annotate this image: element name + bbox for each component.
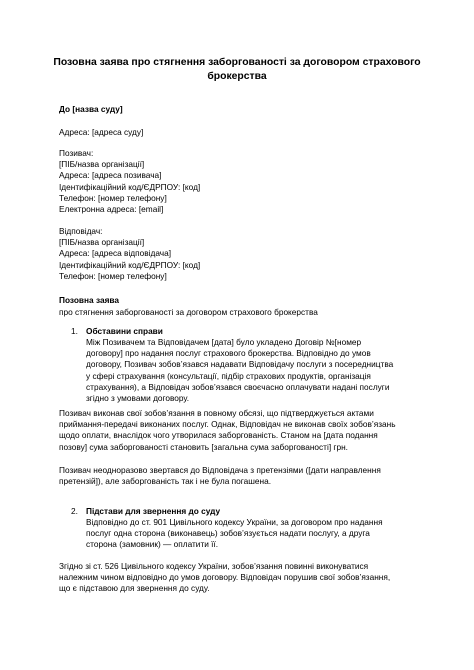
claim-subtitle: про стягнення заборгованості за договором страхового брокерства: [59, 307, 318, 317]
body-line: що є підставою для звернення до суду.: [59, 583, 210, 594]
defendant-heading: Відповідач:: [59, 226, 103, 236]
defendant-line: Адреса: [адреса відповідача]: [59, 248, 171, 259]
plaintiff-line: Адреса: [адреса позивача]: [59, 170, 162, 181]
body-line: приймання-передачі виконаних послуг. Однак, Відповідач не виконав своїх зобов’язань: [59, 419, 396, 430]
body-line: Згідно зі ст. 526 Цивільного кодексу України, зобов’язання повинні виконуватися: [59, 561, 369, 571]
body-line: сторона (замовник) — оплатити її.: [86, 539, 219, 550]
plaintiff-heading: Позивач:: [59, 148, 94, 158]
body-line: згідно з умовами договору.: [86, 393, 190, 404]
claim-heading: Позовна заява: [59, 295, 120, 305]
section-body: [86, 517, 431, 551]
body-line: щодо оплати, внаслідок чого утворилася заборгованість. Станом на [дата подання: [59, 430, 378, 441]
court-address: Адреса: [адреса суду]: [59, 127, 144, 137]
paragraph: [59, 465, 429, 487]
plaintiff-line: Телефон: [номер телефону]: [59, 192, 167, 203]
section-number: 2.: [71, 506, 78, 516]
title-line: брокерства: [207, 71, 267, 82]
body-line: Між Позивачем та Відповідачем [дата] було укладено Договір №[номер: [86, 337, 362, 347]
court-name: До [назва суду]: [59, 104, 123, 114]
section-number: 1.: [71, 326, 78, 336]
plaintiff-line: [ПІБ/назва організації]: [59, 159, 145, 170]
body-line: Позивач неодноразово звертався до Відповідача з претензіями ([дати направлення: [59, 465, 381, 475]
plaintiff-line: Ідентифікаційний код/ЄДРПОУ: [код]: [59, 181, 201, 192]
body-line: у сфері страхування (консультації, підбір страхових продуктів, організація: [86, 370, 371, 381]
body-line: Відповідно до ст. 901 Цивільного кодексу України, за договором про надання: [86, 517, 383, 527]
defendant-line: Телефон: [номер телефону]: [59, 270, 167, 281]
body-line: належним чином відповідно до умов договору. Відповідач порушив свої зобов’язання,: [59, 572, 391, 583]
body-line: послуг одна сторона (виконавець) зобов’язується надати послугу, а друга: [86, 528, 370, 539]
defendant-block: [59, 226, 429, 282]
body-line: Позивач виконав свої зобов’язання в повному обсязі, що підтверджується актами: [59, 408, 374, 418]
paragraph: [59, 408, 429, 453]
defendant-line: Ідентифікаційний код/ЄДРПОУ: [код]: [59, 259, 201, 270]
body-line: претензій]), але заборгованість так і не була погашена.: [59, 476, 272, 487]
document-title: [40, 56, 434, 84]
section-body: [86, 337, 431, 404]
plaintiff-line: Електронна адреса: [email]: [59, 204, 164, 215]
defendant-line: [ПІБ/назва організації]: [59, 237, 145, 248]
body-line: договору] про надання послуг страхового брокерства. Відповідно до умов: [86, 348, 371, 359]
section-title: Обставини справи: [86, 326, 163, 336]
title-line: Позовна заява про стягнення заборгованості за договором страхового: [53, 57, 421, 68]
body-line: страхування), а Відповідач зобов’язався своєчасно оплачувати надані послуги: [86, 381, 390, 392]
paragraph: [59, 561, 429, 595]
body-line: договору, Позивач зобов’язався надавати Відповідачу послуги з посередництва: [86, 359, 394, 370]
body-line: позову] сума заборгованості становить [загальна сума заборгованості] грн.: [59, 441, 348, 452]
plaintiff-block: [59, 148, 429, 215]
section-title: Підстави для звернення до суду: [86, 506, 221, 516]
